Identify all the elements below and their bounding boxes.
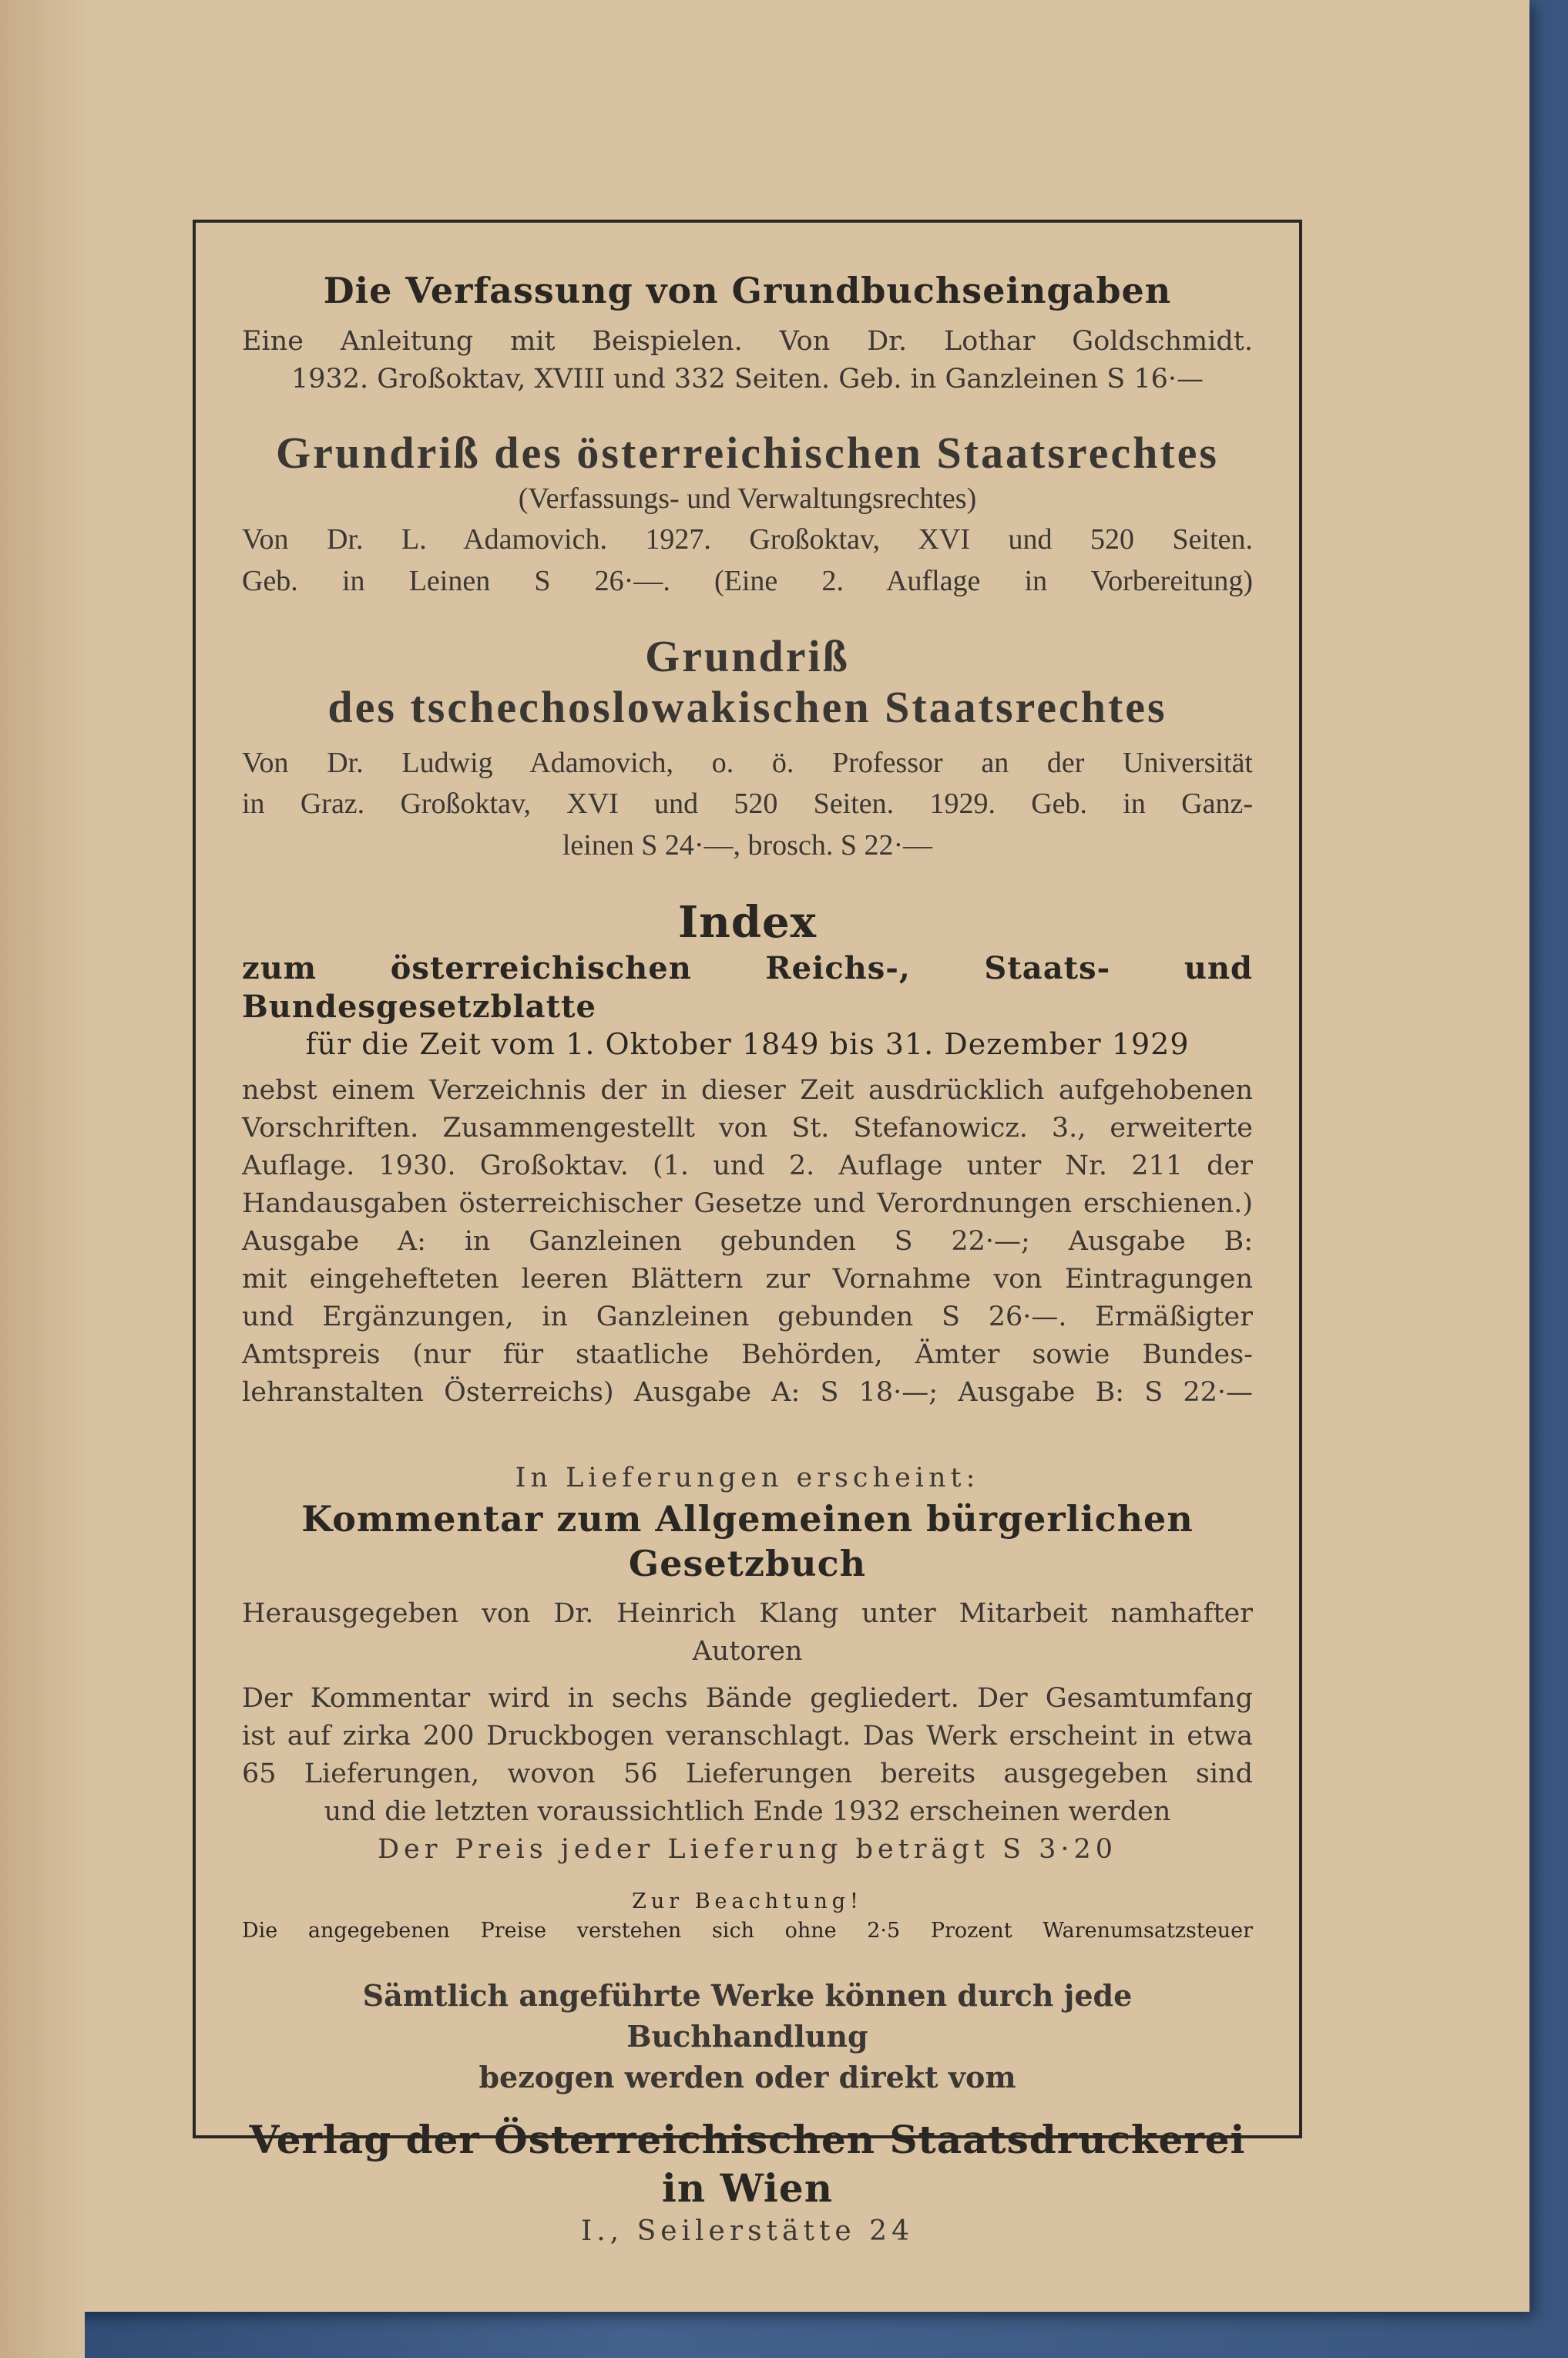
book-title-line: Index bbox=[677, 896, 818, 948]
book-line: und Ergänzungen, in Ganzleinen gebunden S 26·—. Ermäßigter bbox=[242, 1302, 1253, 1333]
book-line: Vorschriften. Zusammengestellt von St. Stefanowicz. 3., erweiterte bbox=[242, 1113, 1253, 1144]
book-line: ist auf zirka 200 Druckbogen veranschlagt. Das Werk erscheint in etwa bbox=[242, 1721, 1253, 1752]
book-title-line: für die Zeit vom 1. Oktober 1849 bis 31. Dezember 1929 bbox=[305, 1026, 1190, 1061]
book-line: mit eingehefteten leeren Blättern zur Vornahme von Eintragungen bbox=[242, 1264, 1253, 1295]
book-editor: Autoren bbox=[692, 1636, 803, 1668]
book-line: in Graz. Großoktav, XVI und 520 Seiten. 1929. Geb. in Ganz- bbox=[242, 788, 1253, 821]
book-title: Grundriß des österreichischen Staatsrechtes bbox=[276, 427, 1219, 478]
notice-heading: Zur Beachtung! bbox=[632, 1889, 863, 1914]
book-line: Von Dr. L. Adamovich. 1927. Großoktav, XVI und 520 Seiten. bbox=[242, 523, 1253, 556]
footer-line: Sämtlich angeführte Werke können durch jede Buchhandlung bbox=[362, 1977, 1133, 2054]
publisher-address: I., Seilerstätte 24 bbox=[581, 2215, 914, 2248]
advertisement-frame bbox=[193, 220, 1302, 2248]
footer-line: bezogen werden oder direkt vom bbox=[478, 2060, 1016, 2095]
book-kommentar-abgb bbox=[242, 1459, 1253, 1869]
book-grundbuchseingaben bbox=[242, 269, 1253, 398]
book-staatsrecht-oesterreich bbox=[242, 428, 1253, 602]
book-title: Die Verfassung von Grundbuchseingaben bbox=[323, 270, 1172, 311]
book-line: Handausgaben österreichischer Gesetze und Verordnungen erschienen.) bbox=[242, 1188, 1253, 1220]
book-line: leinen S 24·—, brosch. S 22·— bbox=[562, 828, 933, 862]
book-subtitle: (Verfassungs- und Verwaltungsrechtes) bbox=[518, 482, 977, 516]
book-intro: In Lieferungen erscheint: bbox=[515, 1463, 980, 1494]
book-index-gesetzblatt bbox=[242, 895, 1253, 1412]
book-line: lehranstalten Österreichs) Ausgabe A: S 18·—; Ausgabe B: S 22·— bbox=[242, 1377, 1253, 1409]
notice-text: Die angegebenen Preise verstehen sich ohne 2·5 Prozent Warenumsatzsteuer bbox=[242, 1918, 1253, 1943]
book-line: nebst einem Verzeichnis der in dieser Zeit ausdrücklich aufgehobenen bbox=[242, 1075, 1253, 1107]
book-editor: Herausgegeben von Dr. Heinrich Klang unter Mitarbeit namhafter bbox=[242, 1598, 1253, 1630]
book-line: 1932. Großoktav, XVIII und 332 Seiten. Geb. in Ganzleinen S 16·— bbox=[290, 363, 1204, 395]
publisher-footer bbox=[242, 1975, 1253, 2252]
book-line: Der Kommentar wird in sechs Bände gegliedert. Der Gesamtumfang bbox=[242, 1683, 1253, 1715]
price-notice bbox=[242, 1887, 1253, 1946]
publisher-name: Verlag der Österreichischen Staatsdruckerei in Wien bbox=[249, 2117, 1246, 2211]
book-line: Von Dr. Ludwig Adamovich, o. ö. Professor an der Universität bbox=[242, 747, 1253, 780]
spine-strip bbox=[0, 0, 85, 2358]
book-line: 65 Lieferungen, wovon 56 Lieferungen bereits ausgegeben sind bbox=[242, 1758, 1253, 1790]
book-title-line: des tschechoslowakischen Staatsrechtes bbox=[327, 682, 1167, 733]
book-line: Auflage. 1930. Großoktav. (1. und 2. Auflage unter Nr. 211 der bbox=[242, 1150, 1253, 1182]
book-title-line: Grundriß bbox=[645, 630, 850, 681]
book-title: Kommentar zum Allgemeinen bürgerlichen Gesetzbuch bbox=[301, 1498, 1194, 1584]
book-line: Eine Anleitung mit Beispielen. Von Dr. Lothar Goldschmidt. bbox=[242, 325, 1253, 357]
book-line: Ausgabe A: in Ganzleinen gebunden S 22·—; Ausgabe B: bbox=[242, 1226, 1253, 1258]
book-line: und die letzten voraussichtlich Ende 1932 erscheinen werden bbox=[324, 1796, 1171, 1828]
book-price: Der Preis jeder Lieferung beträgt S 3·20 bbox=[377, 1834, 1117, 1866]
book-title-line: zum österreichischen Reichs-, Staats- und Bundesgesetzblatte bbox=[242, 949, 1253, 1025]
book-staatsrecht-tschechoslowakei bbox=[242, 631, 1253, 866]
book-line: Geb. in Leinen S 26·—. (Eine 2. Auflage in Vorbereitung) bbox=[242, 564, 1253, 597]
book-line: Amtspreis (nur für staatliche Behörden, Ämter sowie Bundes- bbox=[242, 1339, 1253, 1371]
